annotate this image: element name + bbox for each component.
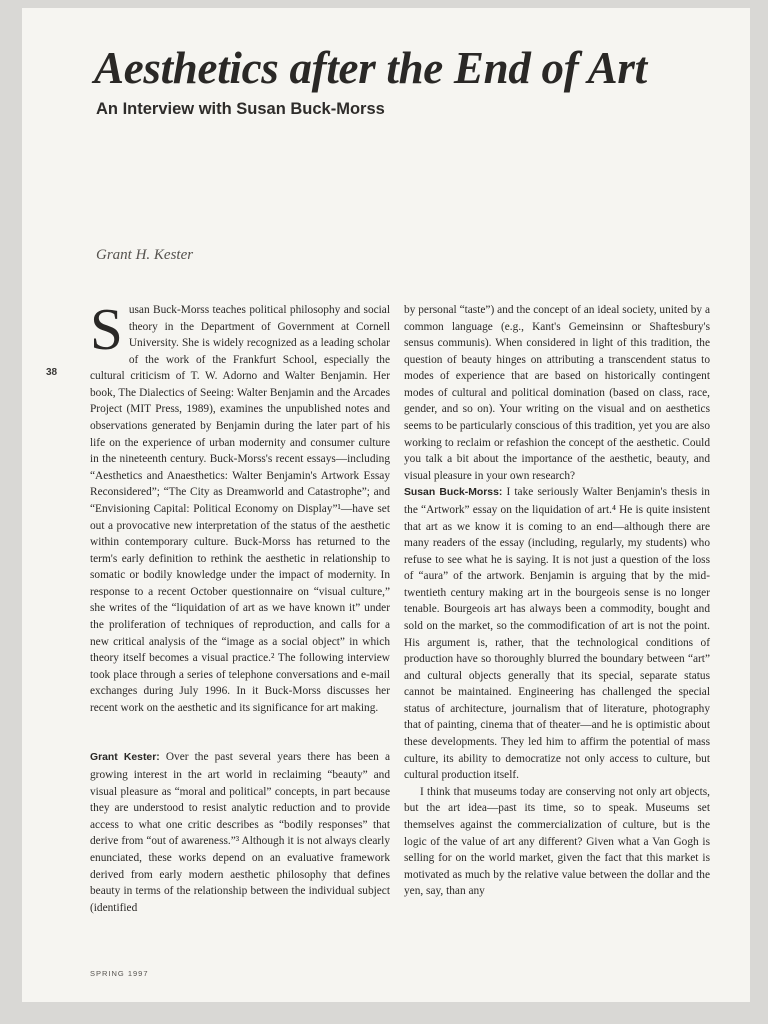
right-column xyxy=(404,302,710,900)
buckmorss-answer-paragraph-2: I think that museums today are conserving not only art objects, but the art idea—past its time, so to speak. Museums set themselves against the commercialization of culture, but is the logic of the value of art any different? Given what a Van Gogh is selling for on the world market, given the fact that this market is motivated as much by the relative value between the dollar and the yen, say, than any xyxy=(404,785,710,898)
article-subtitle: An Interview with Susan Buck-Morss xyxy=(96,100,385,118)
kester-question-text: Over the past several years there has been a growing interest in the art world in reclaiming “beauty” and visual pleasure as “moral and political” concepts, in part because they are understood to resist analytic reduction and to provide access to what one critic describes as “bodily responses” that derive from “out of awareness.”³ Although it is not always clearly enunciated, these works depend on an evaluative framework derived from early modern aesthetic philosophy that defines beauty in terms of the relationship between the individual subject (identified xyxy=(90,751,390,914)
speaker-label-kester: Grant Kester: xyxy=(90,752,160,764)
document-page xyxy=(22,8,750,1002)
left-column xyxy=(90,296,390,916)
buckmorss-answer-paragraph xyxy=(404,484,710,783)
article-title: Aesthetics after the End of Art xyxy=(94,43,647,93)
buckmorss-answer-text: I take seriously Walter Benjamin's thesis in the “Artwork” essay on the liquidation of art.⁴ He is quite insistent that art as we know it is coming to an end—although there are many readers of the essay (including, regularly, my students) who refuse to see what he is saying. It is not just a question of the loss of “aura” of the artwork. Benjamin is arguing that by the mid-twentieth century making art in the bourgeois sense is no longer tenable. Bourgeois art has always been a commodity, bought and sold on the market, so the commodification of art is not the point. His argument is, rather, that the technological conditions of production have so thoroughly blurred the boundary between “art” and cultural objects generally that its special, separate status cannot be maintained. Engineering has challenged the special status of architecture, journalism that of literature, photography that of painting, cinema that of theater—and he is optimistic about these developments. They led him to affirm the potential of mass culture, its ability to democratize not only access to culture, but cultural production itself. xyxy=(404,486,710,782)
drop-cap: S xyxy=(90,296,123,362)
kester-question-paragraph xyxy=(90,749,390,916)
speaker-label-buckmorss: Susan Buck-Morss: xyxy=(404,487,503,499)
intro-text: usan Buck-Morss teaches political philosophy and social theory in the Department of Government at Cornell University. She is widely recognized as a leading scholar of the work of the Frankfurt School, especially the cultural criticism of T. W. Adorno and Walter Benjamin. Her book, The Dialectics of Seeing: Walter Benjamin and the Arcades Project (MIT Press, 1989), examines the unpublished notes and observations generated by Benjamin during the later part of his life on the experience of urban modernity and consumer culture in the nineteenth century. Buck-Morss's recent essays—including “Aesthetics and Anaesthetics: Walter Benjamin's Artwork Essay Reconsidered”; “The City as Dreamworld and Catastrophe”; and “Envisioning Capital: Political Economy on Display”¹—have set out a provocative new interpretation of the status of the aesthetic within contemporary culture. Buck-Morss has returned to the term's early definition to rethink the aesthetic in relationship to somatic or bodily knowledge under the impact of modernity. In response to a recent October questionnaire on “visual culture,” she writes of the “liquidation of art as we have known it” under the proliferation of techniques of reproduction, and calls for a new critical analysis of the “image as a social object” in which theory itself becomes a visual practice.² The following interview took place through a series of telephone conversations and e-mail exchanges during July 1996. In it Buck-Morss discusses her recent work on the aesthetic and its significance for art making. xyxy=(90,304,390,714)
page-number: 38 xyxy=(46,367,58,378)
kester-question-continued: by personal “taste”) and the concept of an ideal society, united by a common language (e.g., Kant's Gemeinsinn or Shaftesbury's sensus communis). When considered in light of this tradition, the question of beauty hinges on attributing a transcendent status to modes of experience that are based on historically contingent modes of cultural and political domination (based on class, race, gender, and so on). Your writing on the visual and on aesthetics seems to be particularly conscious of this tradition, yet you are also working to reclaim or refashion the concept of the aesthetic. Could you talk a bit about the importance of the aesthetic, beauty, and visual pleasure in your own research? xyxy=(404,304,710,482)
section-gap xyxy=(90,716,390,749)
intro-paragraph xyxy=(90,296,390,716)
author-byline: Grant H. Kester xyxy=(96,247,194,263)
issue-footer: SPRING 1997 xyxy=(90,969,149,978)
